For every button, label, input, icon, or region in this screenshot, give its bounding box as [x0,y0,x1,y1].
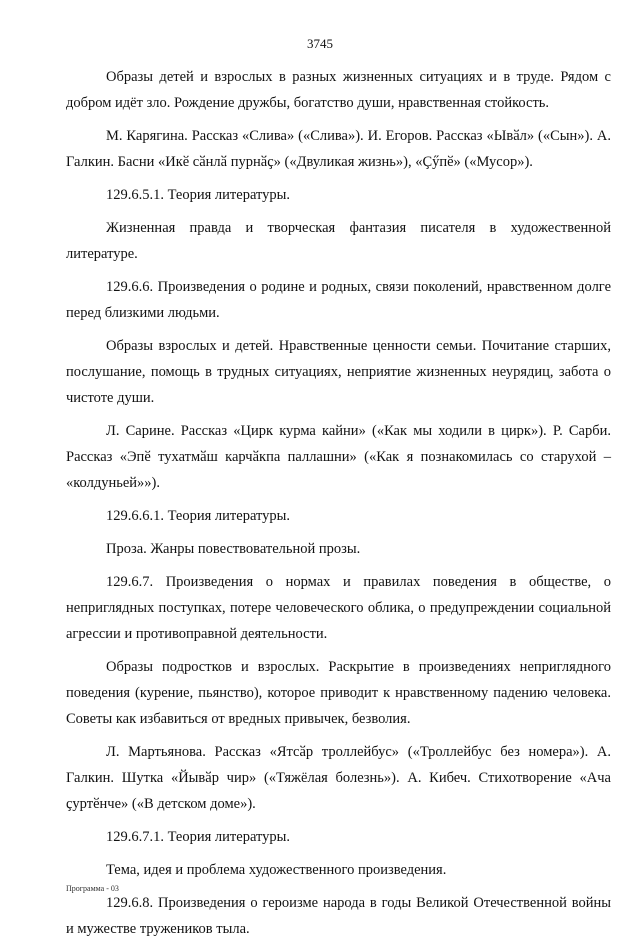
paragraph: Образы подростков и взрослых. Раскрытие в произведениях неприглядного поведения (курение, пьянство), которое приводит к нравственному падению человека. Советы как избавиться от вредных привычек, безволия. [66,659,611,727]
paragraph: М. Карягина. Рассказ «Слива» («Слива»). И. Егоров. Рассказ «Ывӑл» («Сын»). А. Галкин. Басни «Икӗ сӑнлӑ пурнӑҫ» («Двуликая жизнь»), «Ҫӳпӗ» («Мусор»). [66,128,611,170]
paragraph: Л. Мартьянова. Рассказ «Ятсӑр троллейбус» («Троллейбус без номера»). А. Галкин. Шутка «Йывӑр чир» («Тяжёлая болезнь»). А. Кибеч. Стихотворение «Ача ҫуртӗнче» («В детском доме»). [66,744,611,812]
paragraph: Образы детей и взрослых в разных жизненных ситуациях и в труде. Рядом с добром идёт зло. Рождение дружбы, богатство души, нравственная стойкость. [66,69,611,111]
footer-label: Программа - 03 [66,884,119,893]
section-heading: 129.6.7. Произведения о нормах и правилах поведения в обществе, о неприглядных поступках, потере человеческого облика, о предупреждении социальной агрессии и противоправной деятельности. [66,574,611,642]
page-number: 3745 [307,36,333,51]
paragraph: Проза. Жанры повествовательной прозы. [106,541,361,557]
paragraph: Л. Сарине. Рассказ «Цирк курма кайни» («Как мы ходили в цирк»). Р. Сарби. Рассказ «Эпӗ тухатмӑш карчӑкпа паллашни» («Как я познакомилась со старухой – «колдуньей»»). [66,423,611,491]
section-heading: 129.6.6. Произведения о родине и родных, связи поколений, нравственном долге перед близкими людьми. [66,279,611,321]
section-heading: 129.6.5.1. Теория литературы. [106,187,291,203]
section-heading: 129.6.8. Произведения о героизме народа в годы Великой Отечественной войны и мужестве тружеников тыла. [66,895,611,937]
paragraph: Образы взрослых и детей. Нравственные ценности семьи. Почитание старших, послушание, помощь в трудных ситуациях, неприятие жизненных неурядиц, забота о чистоте души. [66,338,611,406]
document-body [66,64,611,949]
paragraph: Тема, идея и проблема художественного произведения. [106,862,447,878]
section-heading: 129.6.7.1. Теория литературы. [106,829,291,845]
paragraph: Жизненная правда и творческая фантазия писателя в художественной литературе. [66,220,611,262]
section-heading: 129.6.6.1. Теория литературы. [106,508,291,524]
